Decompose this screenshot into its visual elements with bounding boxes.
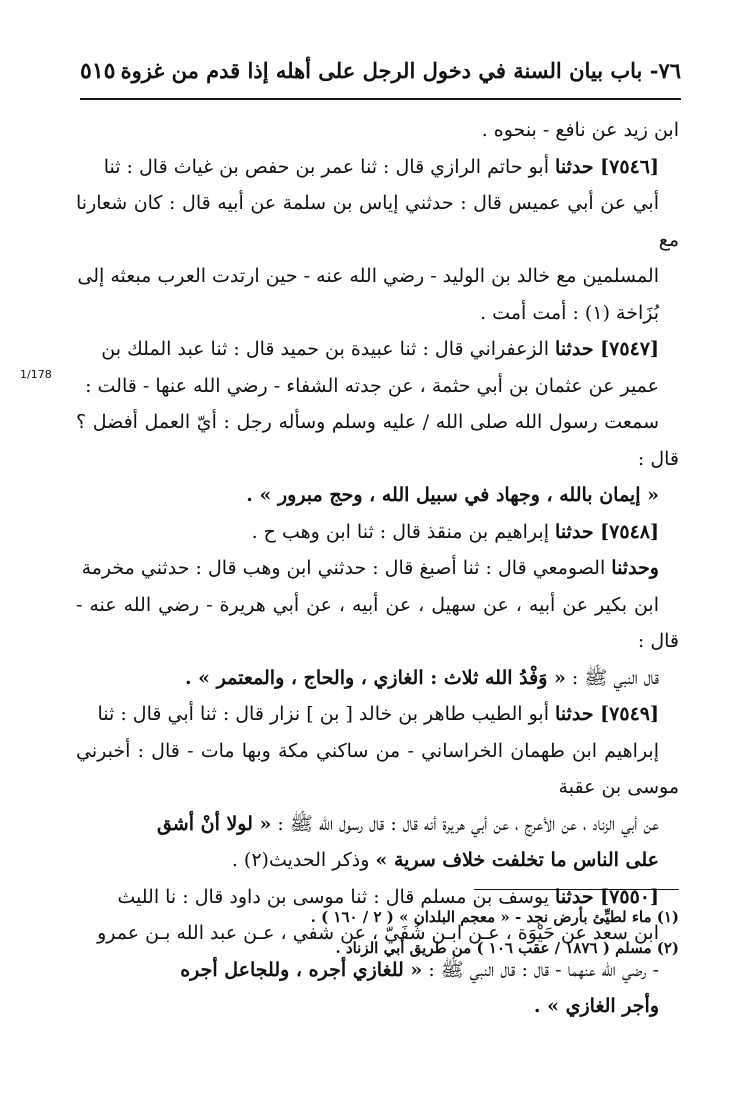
text-run: - رضي الله عنهما - قال : قال النبي ﷺ : [422, 958, 659, 981]
main-text [76, 112, 679, 1025]
text-line [76, 806, 679, 843]
text-run: قال النبي ﷺ : [565, 666, 659, 689]
text-line [76, 477, 679, 514]
bold-text: وحدثنا [611, 557, 659, 579]
text-line [76, 842, 679, 879]
page-number: ٥١٥ [80, 58, 116, 84]
footnote-separator [474, 889, 679, 890]
paragraph [76, 331, 679, 514]
text-line [76, 696, 679, 733]
bold-text: [٧٥٤٧] حدثنا [555, 338, 659, 360]
text-run: سمعت رسول الله صلى الله / عليه وسلم وسأله رجل : أيّ العمل أفضل ؟ قال : [76, 411, 679, 470]
footnote-1: (١) ماء لطيِّئ بأرض نجد - « معجم البلدان » ( ٢ / ١٦٠ ) . [310, 908, 679, 926]
text-run: ابن سعد عن حَيْوَة ، عـن ابـن شُفَيّ ، عن شفي ، عـن عبد الله بـن عمرو [97, 922, 659, 944]
text-run: بُزَاخة (١) : أمت أمت . [480, 301, 659, 324]
text-line [76, 988, 679, 1025]
text-line [76, 404, 679, 477]
text-line [76, 185, 679, 258]
text-run: أبو الطيب طاهر بن خالد [ بن ] نزار قال : ثنا أبي قال : ثنا [97, 703, 556, 725]
footnotes [76, 902, 679, 964]
text-run: ابن زيد عن نافع - بنحوه . [481, 119, 679, 141]
text-run: ابن بكير عن أبيه ، عن سهيل ، عن أبيه ، عن أبي هريرة - رضي الله عنه - قال : [76, 593, 679, 652]
text-line [76, 368, 679, 405]
footnote-2: (٢) مسلم ( ١٨٧٦ / عقب ١٠٦ ) من طريق أبي الزناد . [335, 939, 679, 957]
text-run: الصومعي قال : ثنا أصبغ قال : حدثني ابن وهب قال : حدثني مخرمة [81, 557, 612, 579]
bold-text: على الناس ما تخلفت خلاف سرية » [375, 849, 659, 871]
paragraph [76, 149, 679, 332]
paragraph [76, 550, 679, 696]
text-run: أبي عن أبي عميس قال : حدثني إياس بن سلمة عن أبيه قال : كان شعارنا مع [76, 192, 679, 251]
bold-text: [٧٥٤٩] حدثنا [555, 703, 659, 725]
text-line [76, 258, 679, 295]
bold-text: [٧٥٤٦] حدثنا [555, 155, 659, 178]
text-line [76, 550, 679, 587]
chapter-title: ٧٦- باب بيان السنة في دخول الرجل على أهله إذا قدم من غزوة [120, 58, 681, 83]
text-run: وذكر الحديث(٢) . [231, 849, 376, 871]
text-line [76, 331, 679, 368]
page-header [80, 58, 681, 100]
text-line [76, 112, 679, 149]
paragraph [76, 514, 679, 551]
text-run: إبراهيم بن منقذ قال : ثنا ابن وهب ح . [251, 520, 556, 543]
text-line [76, 587, 679, 660]
paragraph [76, 696, 679, 879]
text-run: إبراهيم ابن طهمان الخراساني - من ساكني مكة وبها مات - قال : أخبرني موسى بن عقبة [76, 739, 679, 798]
text-run: عن أبي الزناد ، عن الأعرج ، عن أبي هريرة أنه قال : قال رسول الله ﷺ : [271, 812, 659, 835]
text-run: يوسف بن مسلم قال : ثنا موسى بن داود قال : نا الليث [117, 885, 556, 908]
bold-text: « إيمان بالله ، وجهاد في سبيل الله ، وحج مبرور » . [246, 484, 659, 506]
text-run: أبو حاتم الرازي قال : ثنا عمر بن حفص بن غياث قال : ثنا [103, 155, 556, 178]
paragraph [76, 112, 679, 149]
text-line [76, 733, 679, 806]
bold-text: « للغازي أجره ، وللجاعل أجره [180, 958, 423, 981]
manuscript-folio-note: 1/178 [20, 368, 52, 381]
bold-text: « وَفْدُ الله ثلاث : الغازي ، والحاج ، والمعتمر » . [184, 666, 566, 689]
bold-text: « لولا أنْ أشق [156, 812, 272, 835]
text-run: المسلمين مع خالد بن الوليد - رضي الله عنه - حين ارتدت العرب مبعثه إلى [77, 265, 659, 287]
text-line [76, 295, 679, 332]
text-line [76, 660, 679, 697]
text-run: عمير عن عثمان بن أبي حثمة ، عن جدته الشفاء - رضي الله عنها - قالت : [85, 374, 659, 397]
text-line [76, 149, 679, 186]
text-run: الزعفراني قال : ثنا عبيدة بن حميد قال : ثنا عبد الملك بن [101, 338, 556, 360]
bold-text: [٧٥٥٠] حدثنا [555, 885, 659, 908]
bold-text: [٧٥٤٨] حدثنا [555, 520, 659, 543]
text-line [76, 514, 679, 551]
bold-text: وأجر الغازي » . [533, 995, 659, 1017]
